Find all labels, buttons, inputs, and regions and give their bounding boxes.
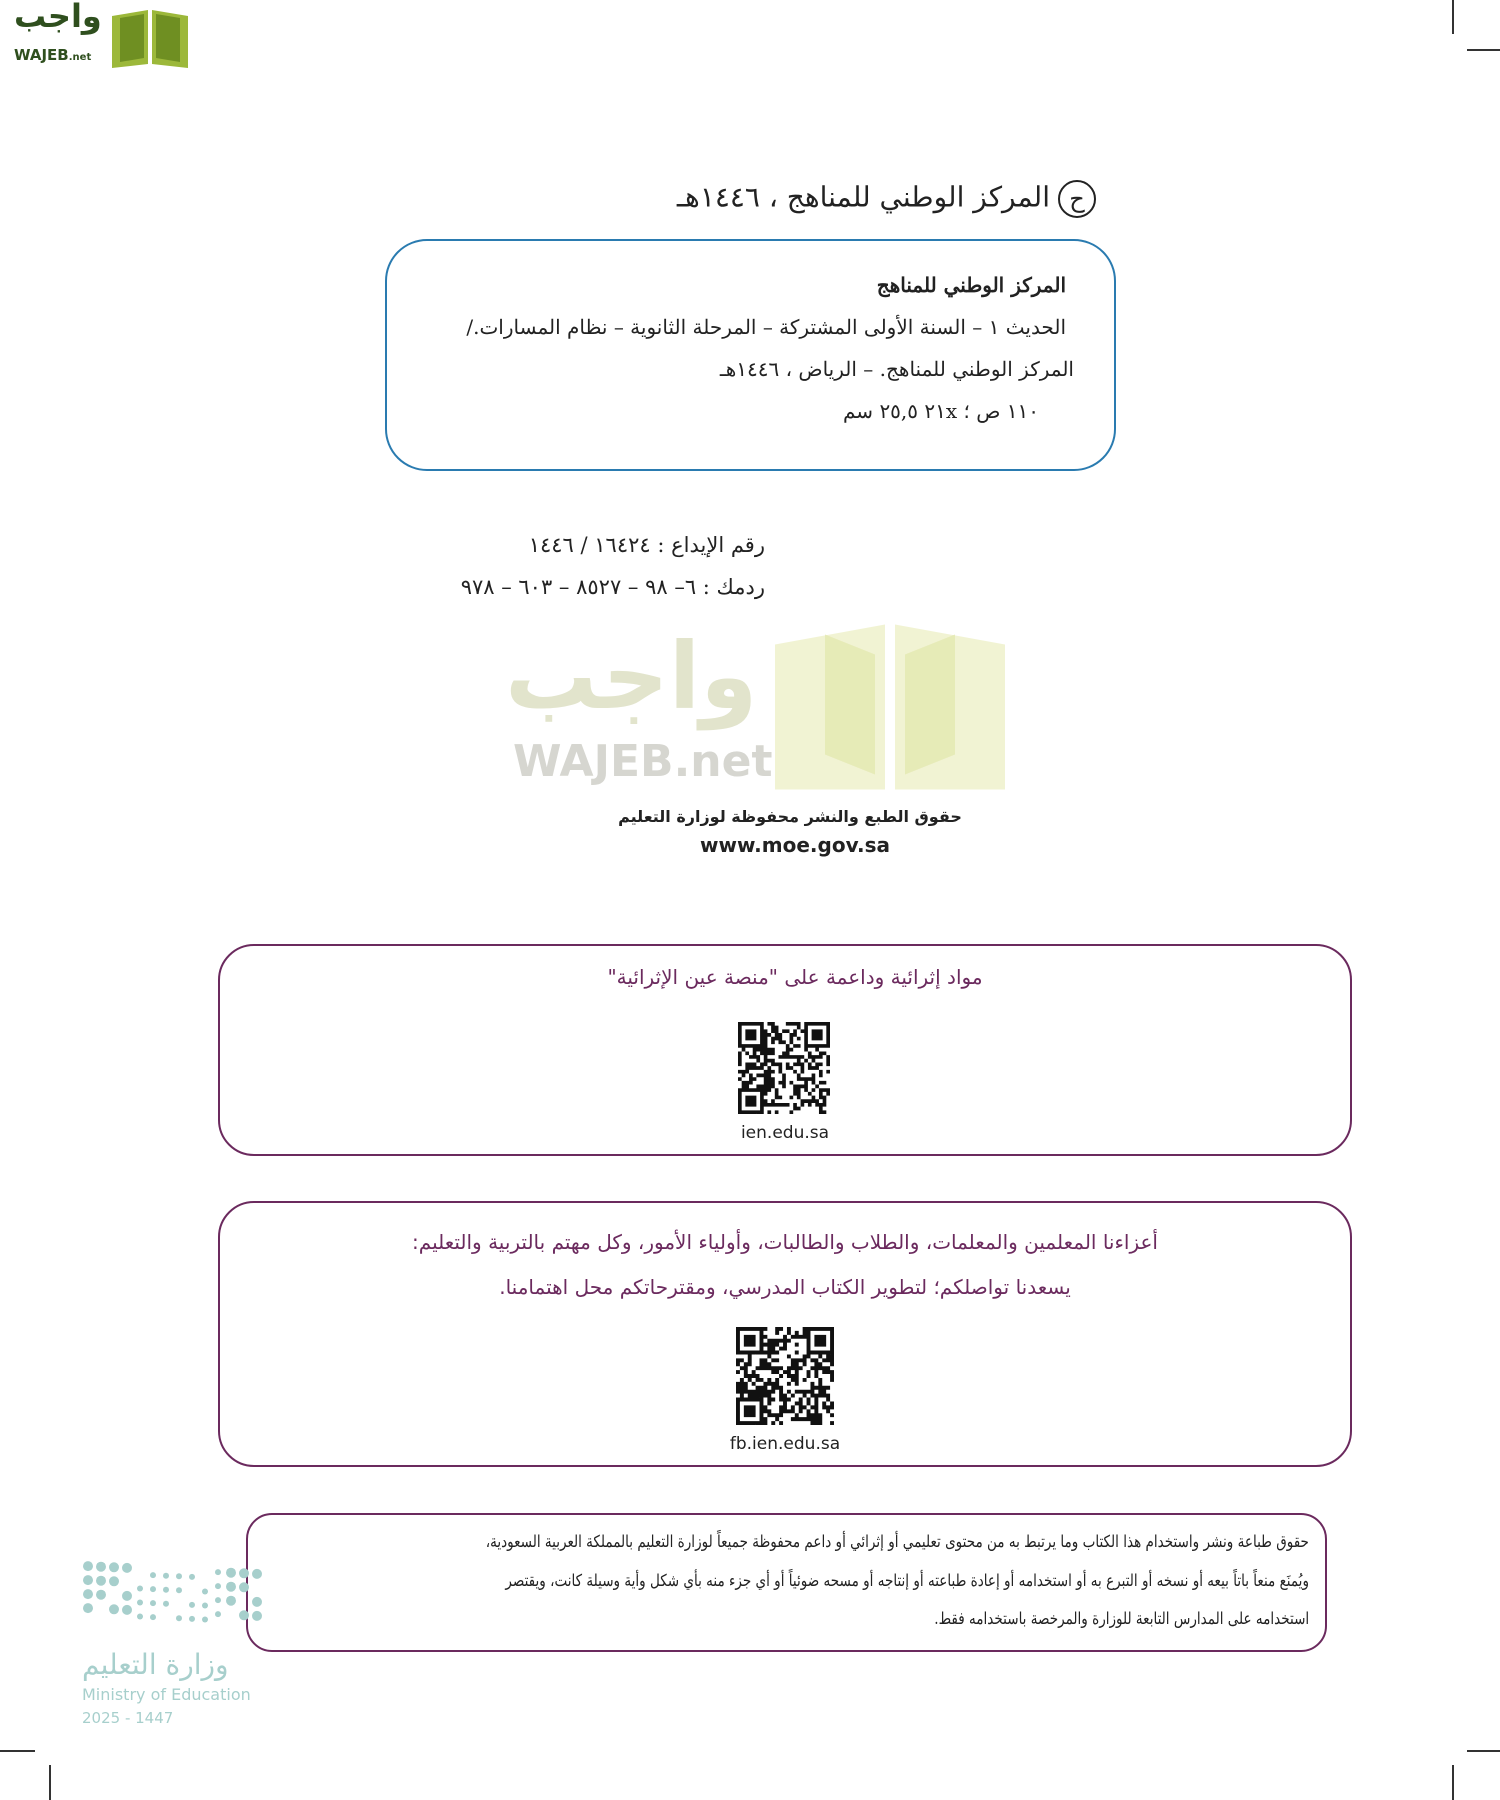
ien-box xyxy=(218,944,1352,1156)
moe-dot xyxy=(202,1617,208,1623)
moe-dot xyxy=(137,1614,143,1620)
deposit-number: رقم الإيداع : ١٦٤٢٤ / ١٤٤٦ xyxy=(528,533,765,557)
moe-dot xyxy=(202,1589,208,1595)
moe-arabic: وزارة التعليم xyxy=(82,1648,229,1681)
moe-dot xyxy=(96,1576,106,1586)
feedback-qr-label[interactable]: fb.ien.edu.sa xyxy=(729,1434,841,1454)
crop-mark xyxy=(1467,1750,1500,1752)
isbn: ردمك : ٦– ٩٨ – ٨٥٢٧ – ٦٠٣ – ٩٧٨ xyxy=(460,575,765,599)
moe-dot xyxy=(189,1574,195,1580)
moe-english: Ministry of Education xyxy=(82,1685,251,1704)
moe-dot xyxy=(83,1589,93,1599)
moe-dot xyxy=(215,1569,221,1575)
book-watermark-icon xyxy=(775,622,1005,792)
moe-dot xyxy=(252,1611,262,1621)
moe-dot xyxy=(150,1586,156,1592)
moe-dot xyxy=(226,1596,236,1606)
qr-modules xyxy=(738,1022,830,1114)
moe-dot xyxy=(96,1562,106,1572)
watermark-latin: WAJEB.net xyxy=(513,736,773,787)
moe-dot xyxy=(239,1582,249,1592)
card-line: الحديث ١ – السنة الأولى المشتركة – المرحلة الثانوية – نظام المسارات./ xyxy=(466,315,1066,339)
moe-dot xyxy=(163,1573,169,1579)
moe-dot xyxy=(83,1561,93,1571)
moe-dot xyxy=(215,1583,221,1589)
copyright-circle-icon: ح xyxy=(1058,180,1096,218)
moe-dot xyxy=(96,1590,106,1600)
ien-qr-label[interactable]: ien.edu.sa xyxy=(740,1123,830,1143)
moe-dot xyxy=(137,1586,143,1592)
moe-dot xyxy=(176,1615,182,1621)
feedback-box xyxy=(218,1201,1352,1467)
book-icon xyxy=(108,6,192,68)
moe-dot xyxy=(109,1576,119,1586)
moe-dot xyxy=(150,1614,156,1620)
qr-modules xyxy=(736,1327,834,1425)
moe-dot xyxy=(122,1605,132,1615)
moe-dot xyxy=(202,1603,208,1609)
qr-code-feedback[interactable] xyxy=(736,1327,834,1425)
moe-dot xyxy=(122,1591,132,1601)
watermark-arabic: واجب xyxy=(505,623,758,730)
card-line: ١١٠ ص ؛ ٢١x ٢٥,٥ سم xyxy=(843,399,1039,423)
crop-mark xyxy=(0,1750,35,1752)
moe-dot xyxy=(226,1568,236,1578)
moe-dot xyxy=(176,1573,182,1579)
legal-notice-box xyxy=(246,1513,1327,1652)
moe-dot xyxy=(239,1610,249,1620)
moe-dot xyxy=(215,1611,221,1617)
moe-dot xyxy=(150,1600,156,1606)
page-title: حالمركز الوطني للمناهج ، ١٤٤٦هـ xyxy=(677,180,1096,218)
moe-dot xyxy=(176,1587,182,1593)
crop-mark xyxy=(1467,49,1500,51)
moe-dot xyxy=(163,1601,169,1607)
feedback-line-2: يسعدنا تواصلكم؛ لتطوير الكتاب المدرسي، ومقترحاتكم محل اهتمامنا. xyxy=(499,1275,1071,1299)
moe-years: 2025 - 1447 xyxy=(82,1709,174,1727)
crop-mark xyxy=(1452,0,1454,34)
feedback-line-1: أعزاءنا المعلمين والمعلمات، والطلاب والطالبات، وأولياء الأمور، وكل مهتم بالتربية والتعليم: xyxy=(412,1230,1158,1254)
logo-arabic: واجب xyxy=(14,0,102,35)
legal-line: استخدامه على المدارس التابعة للوزارة والمرخصة باستخدامه فقط. xyxy=(934,1609,1309,1628)
card-line: المركز الوطني للمناهج xyxy=(876,273,1066,297)
moe-dot xyxy=(189,1602,195,1608)
moe-dot xyxy=(83,1575,93,1585)
crop-mark xyxy=(1452,1765,1454,1800)
moe-dot xyxy=(226,1582,236,1592)
logo-latin: WAJEB.net xyxy=(14,46,92,64)
moe-logo xyxy=(82,1560,272,1730)
moe-dot xyxy=(163,1587,169,1593)
moe-dot xyxy=(215,1597,221,1603)
moe-url-link[interactable]: www.moe.gov.sa xyxy=(700,833,890,857)
qr-code-ien[interactable] xyxy=(738,1022,830,1114)
moe-dot xyxy=(150,1572,156,1578)
moe-dot xyxy=(137,1600,143,1606)
moe-dot xyxy=(83,1603,93,1613)
wajeb-logo[interactable] xyxy=(8,0,193,68)
moe-dot xyxy=(252,1569,262,1579)
moe-dot xyxy=(122,1563,132,1573)
ien-text: مواد إثرائية وداعمة على "منصة عين الإثرائية" xyxy=(607,965,983,989)
wajeb-watermark xyxy=(505,622,1005,797)
legal-line: ويُمنَع منعاً باتاً بيعه أو نسخه أو التبرع به أو استخدامه أو إعادة طباعته أو إنتاجه أو مسحه ضوئياً أو أي جزء منه بأي شكل وأية وسيلة كانت، ويقتصر xyxy=(505,1571,1309,1590)
catalog-card xyxy=(385,239,1116,471)
rights-text: حقوق الطبع والنشر محفوظة لوزارة التعليم xyxy=(618,807,962,826)
moe-dot xyxy=(109,1562,119,1572)
card-line: المركز الوطني للمناهج. – الرياض ، ١٤٤٦هـ xyxy=(719,357,1074,381)
moe-dot xyxy=(189,1616,195,1622)
moe-dots-icon xyxy=(82,1560,272,1640)
moe-dot xyxy=(239,1568,249,1578)
moe-dot xyxy=(109,1604,119,1614)
moe-dot xyxy=(252,1597,262,1607)
legal-line: حقوق طباعة ونشر واستخدام هذا الكتاب وما يرتبط به من محتوى تعليمي أو إثرائي أو داعم محفوظة جميعاً لوزارة التعليم بالمملكة العربية السعودية، xyxy=(485,1532,1309,1551)
crop-mark xyxy=(49,1765,51,1800)
